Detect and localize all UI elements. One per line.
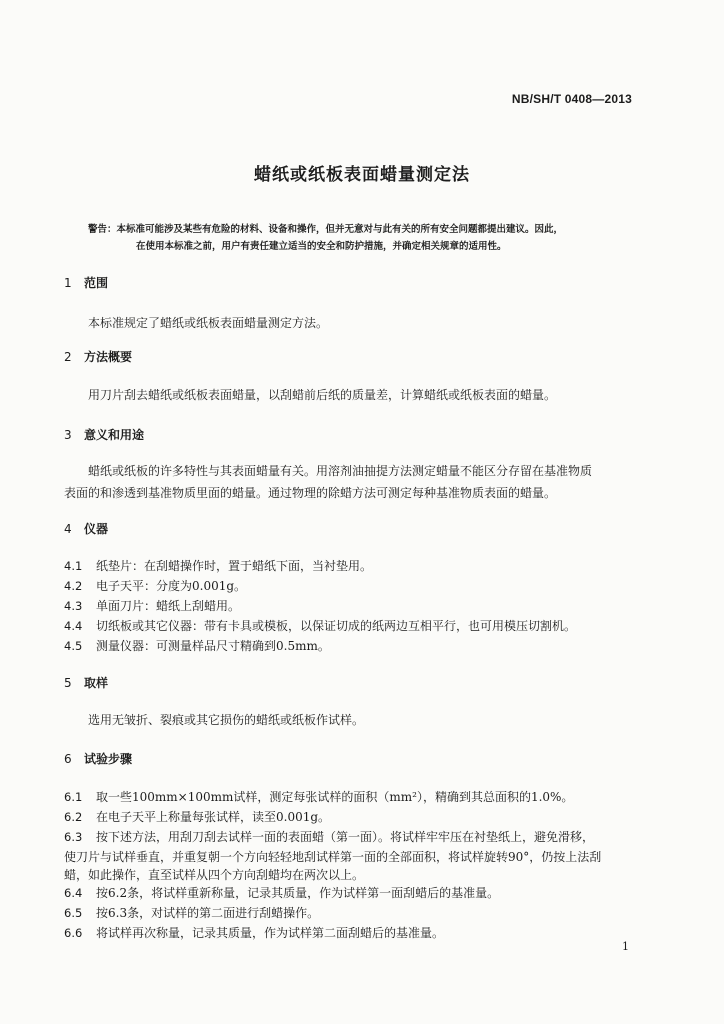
page-number: 1 <box>622 940 629 953</box>
section-significance-line-2: 表面的和渗透到基准物质里面的蜡量。通过物理的除蜡方法可测定每种基准物质表面的蜡量。 <box>64 486 557 500</box>
item-number: 4.3 <box>64 599 83 613</box>
section-heading-scope <box>64 274 108 291</box>
item-number: 6.4 <box>64 886 83 900</box>
list-item <box>64 808 644 826</box>
section-title: 范围 <box>84 276 109 290</box>
item-text: 切纸板或其它仪器：带有卡具或模板，以保证切成的纸两边互相平行，也可用模压切割机。 <box>96 619 577 633</box>
warning-line-1: 警告：本标准可能涉及某些有危险的材料、设备和操作，但并无意对与此有关的所有安全问题都提出建议。因此， <box>88 224 564 235</box>
list-item <box>64 617 644 635</box>
item-text: 单面刀片：蜡纸上刮蜡用。 <box>96 599 241 613</box>
section-number: 6 <box>64 752 72 766</box>
section-number: 2 <box>64 350 72 364</box>
item-number: 6.3 <box>64 830 83 844</box>
list-item <box>64 924 644 942</box>
item-number: 4.2 <box>64 579 83 593</box>
list-item <box>64 904 644 922</box>
item-number: 6.6 <box>64 926 83 940</box>
list-item <box>64 597 644 615</box>
item-number: 6.1 <box>64 790 83 804</box>
section-sampling-text: 选用无皱折、裂痕或其它损伤的蜡纸或纸板作试样。 <box>88 713 365 727</box>
item-text: 测量仪器：可测量样品尺寸精确到0.5mm。 <box>96 639 330 653</box>
item-text: 将试样再次称量，记录其质量，作为试样第二面刮蜡后的基准量。 <box>96 926 445 940</box>
list-item <box>64 884 644 902</box>
item-text: 在电子天平上称量每张试样，读至0.001g。 <box>96 810 331 824</box>
section-significance-line-1: 蜡纸或纸板的许多特性与其表面蜡量有关。用溶剂油抽提方法测定蜡量不能区分存留在基准物质 <box>88 464 593 478</box>
item-number: 4.1 <box>64 559 83 573</box>
section-heading-method-summary <box>64 348 132 365</box>
item-number: 4.5 <box>64 639 83 653</box>
item-text: 取一些100mm×100mm试样，测定每张试样的面积（mm²），精确到其总面积的1.0%。 <box>96 790 574 804</box>
section-title: 方法概要 <box>84 350 133 364</box>
section-title: 仪器 <box>84 522 109 536</box>
item-text: 按6.3条，对试样的第二面进行刮蜡操作。 <box>96 906 320 920</box>
item-text: 按6.2条，将试样重新称量，记录其质量，作为试样第一面刮蜡后的基准量。 <box>96 886 500 900</box>
section-heading-apparatus <box>64 520 108 537</box>
section-heading-significance <box>64 426 144 443</box>
list-item-continuation: 蜡，如此操作，直至试样从四个方向刮蜡均在两次以上。 <box>64 868 365 882</box>
list-item <box>64 828 644 846</box>
item-text: 按下述方法，用刮刀刮去试样一面的表面蜡（第一面）。将试样牢牢压在衬垫纸上，避免滑移， <box>96 830 595 844</box>
section-title: 试验步骤 <box>84 752 133 766</box>
item-number: 4.4 <box>64 619 83 633</box>
section-heading-sampling <box>64 674 108 691</box>
list-item <box>64 557 644 575</box>
item-text: 纸垫片：在刮蜡操作时，置于蜡纸下面，当衬垫用。 <box>96 559 373 573</box>
section-number: 5 <box>64 676 72 690</box>
item-text: 电子天平：分度为0.001g。 <box>96 579 247 593</box>
section-number: 1 <box>64 276 72 290</box>
section-number: 4 <box>64 522 72 536</box>
section-method-summary-text: 用刀片刮去蜡纸或纸板表面蜡量，以刮蜡前后纸的质量差，计算蜡纸或纸板表面的蜡量。 <box>88 388 557 402</box>
item-number: 6.5 <box>64 906 83 920</box>
list-item <box>64 788 644 806</box>
warning-line-2: 在使用本标准之前，用户有责任建立适当的安全和防护措施，并确定相关规章的适用性。 <box>136 241 507 252</box>
section-number: 3 <box>64 428 72 442</box>
section-title: 取样 <box>84 676 109 690</box>
warning-notice <box>88 221 648 255</box>
list-item <box>64 577 644 595</box>
item-number: 6.2 <box>64 810 83 824</box>
list-item-continuation: 使刀片与试样垂直，并重复朝一个方向轻轻地刮试样第一面的全部面积，将试样旋转90°，仍按上法刮 <box>64 850 602 864</box>
section-title: 意义和用途 <box>84 428 145 442</box>
section-scope-text: 本标准规定了蜡纸或纸板表面蜡量测定方法。 <box>88 316 329 330</box>
list-item <box>64 637 644 655</box>
document-title: 蜡纸或纸板表面蜡量测定法 <box>254 165 470 185</box>
section-heading-procedure <box>64 750 132 767</box>
standard-code: NB/SH/T 0408—2013 <box>511 92 632 106</box>
